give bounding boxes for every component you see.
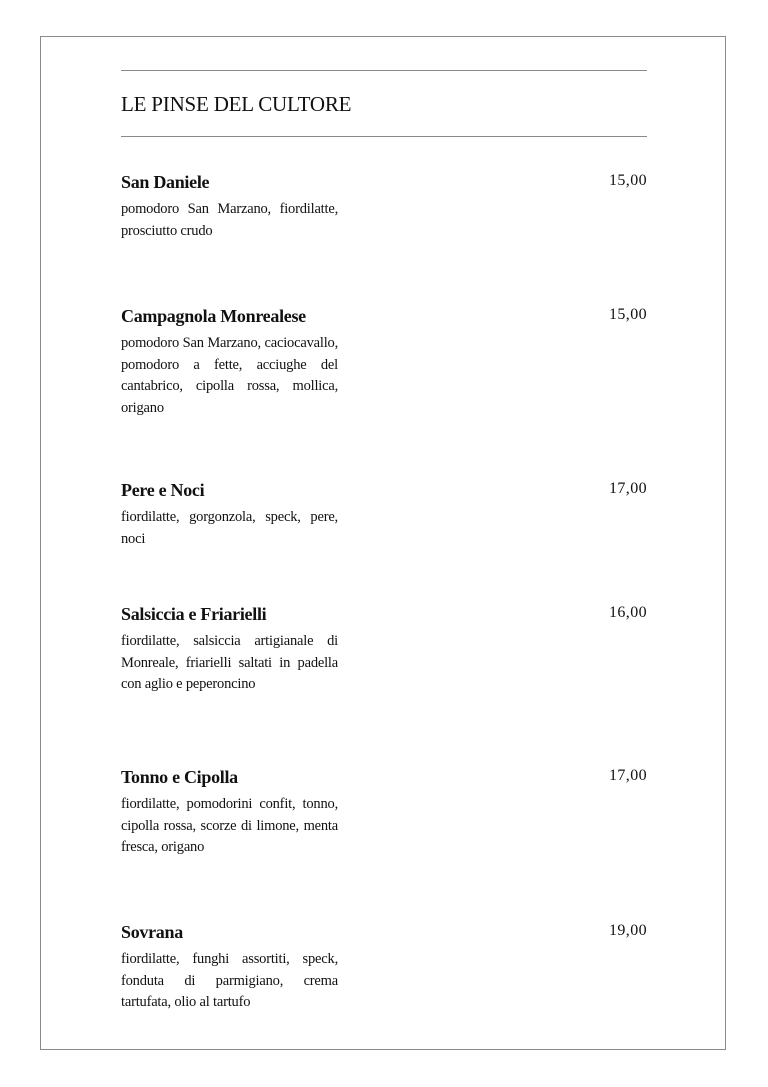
- item-name: Salsiccia e Friarielli: [121, 604, 267, 624]
- item-name: Pere e Noci: [121, 480, 205, 500]
- section-title: LE PINSE DEL CULTORE: [121, 92, 352, 116]
- item-description: fiordilatte, salsiccia artigianale di Monreale, friarielli saltati in padella con aglio e peperoncino: [121, 633, 338, 693]
- menu-item-pere-e-noci: [121, 478, 647, 550]
- item-description: fiordilatte, funghi assortiti, speck, fonduta di parmigiano, crema tartufata, olio al tartufo: [121, 951, 338, 1011]
- menu-item-campagnola-monrealese: [121, 304, 647, 420]
- item-price: 17,00: [609, 767, 647, 784]
- item-description: pomodoro San Marzano, caciocavallo, pomodoro a fette, acciughe del cantabrico, cipolla rossa, mollica, origano: [121, 335, 338, 417]
- item-name: Campagnola Monrealese: [121, 306, 306, 326]
- title-divider: [121, 136, 647, 137]
- item-name: Tonno e Cipolla: [121, 767, 238, 787]
- item-description: fiordilatte, gorgonzola, speck, pere, noci: [121, 509, 338, 547]
- top-divider: [121, 70, 647, 71]
- item-price: 15,00: [609, 306, 647, 323]
- menu-item-sovrana: [121, 920, 647, 1014]
- item-price: 19,00: [609, 922, 647, 939]
- item-description: pomodoro San Marzano, fiordilatte, prosciutto crudo: [121, 201, 338, 239]
- item-price: 17,00: [609, 480, 647, 497]
- menu-item-san-daniele: [121, 170, 647, 242]
- item-name: Sovrana: [121, 922, 183, 942]
- menu-item-salsiccia-e-friarielli: [121, 602, 647, 696]
- item-price: 15,00: [609, 172, 647, 189]
- menu-item-tonno-e-cipolla: [121, 765, 647, 859]
- item-name: San Daniele: [121, 172, 210, 192]
- item-price: 16,00: [609, 604, 647, 621]
- item-description: fiordilatte, pomodorini confit, tonno, cipolla rossa, scorze di limone, menta fresca, origano: [121, 796, 338, 856]
